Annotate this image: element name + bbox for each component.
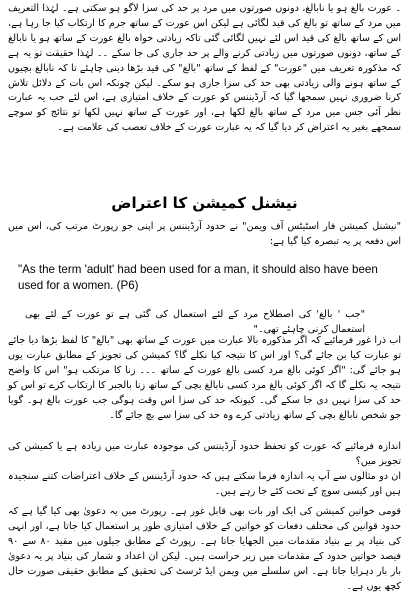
- paragraph-text: اندازہ فرمائیے کہ عورت کو تحفظ حدود آرڈیننس کی موجودہ عبارت میں زیادہ ہے یا کمیشن کی تجویز میں؟: [8, 441, 401, 467]
- paragraph-text: ۔ عورت بالغ ہو یا نابالغ، دونوں صورتوں میں مرد پر حد کی سزا لاگو ہو سکتی ہے۔ لہٰذا التعریف میں مرد کے ساتھ تو بالغ کی قید لگائی ہے لیکن اس عورت کے ساتھ جرم کا ارتکاب کیا جا رہا ہے، اس کے ساتھ بالغ کی قید اس لئے نہیں لگائی گئی تاکہ زیادتی خواہ بالغ عورت کے ساتھ ہو یا نابالغ کے ساتھ، دونوں صورتوں میں زیادتی کرنے والے پر حد جاری کی جا سکے ۔۔ لہٰذا حقیقت تو یہ ہے کہ مذکورہ تعریف میں "عورت" کے لفظ کے ساتھ "بالغ" کی قید بڑھا دینی چاہئے تا کہ نابالغ بچیوں کے ساتھ ہونے والی زیادتی بھی حد کی سزا جاری ہو سکے۔ لیکن چونکہ اس بات کے دلائل تلاش کرنا ضروری نہیں سمجھا گیا کہ آرڈیننس کو عورت کے خلاف امتیازی ہے، اس لئے جب یہ عبارت نظر آئی جس میں مرد کے ساتھ بالغ لکھا ہے، اور عورت کے ساتھ نہیں لکھا تو نتائج کو سوچے سمجھے بغیر یہ اعتراض کر دیا گیا کہ یہ عبارت عورت کے خلاف تعصب کی علامت ہے۔: [8, 3, 401, 134]
- paragraph-examples-conclusion: [8, 470, 401, 500]
- paragraph-text: "جب ' بالغ' کی اصطلاح مرد کے لئے استعمال کی گئی ہے تو عورت کے لئے بھی استعمال کرنی چاہئے تھی۔": [25, 308, 365, 335]
- paragraph-commission-intro: [8, 220, 401, 250]
- paragraph-text: "نیشنل کمیشن فار اسٹیٹس آف ویمن" نے حدود آرڈیننس پر اپنی جو رپورٹ مرتب کی، اس میں اس دفعہ پر یہ تبصرہ کیا گیا ہے:: [8, 221, 401, 247]
- english-quote: "As the term 'adult' had been used for a man, it should also have been used for a women. (P6): [18, 263, 378, 292]
- paragraph-text: ان دو مثالوں سے آپ یہ اندازہ فرما سکتے ہیں کہ حدود آرڈیننس کے خلاف اعتراضات کتنے سنجیدہ ہیں اور کیسی سوچ کے تحت کئے جا رہے ہیں۔: [8, 471, 401, 497]
- urdu-quote-translation: [25, 298, 365, 335]
- paragraph-definition-analysis: [8, 2, 401, 192]
- paragraph-text: قومی خواتین کمیشن کی ایک اور بات بھی قابل غور ہے۔ رپورٹ میں یہ دعویٰ بھی کیا گیا ہے کہ حدود قوانین کی مختلف دفعات کو خواتین کے خلاف امتیازی طور پر استعمال کیا جاتا ہے، اور انہی کی بنیاد پر بے بنیاد مقدمات میں الجھایا جاتا ہے۔ رپورٹ کے مطابق جیلوں میں مقید ۸۰ سے ۹۰ فیصد خواتین حدود کے مقدمات میں زیر حراست ہیں۔ لیکن ان اعداد و شمار کی بنیاد پر یہ دعویٰ بار بار دہرایا جاتا ہے۔ اس سلسلے میں ویمن ایڈ ٹرسٹ کی تحقیق کے مطابق حقیقی صورت حال کچھ یوں ہے۔: [8, 506, 402, 592]
- section-heading: نیشنل کمیشن کا اعتراض: [111, 194, 298, 212]
- paragraph-text: اب ذرا غور فرمائیے کہ اگر مذکورہ بالا عبارت میں عورت کے ساتھ بھی "بالغ" کا لفظ بڑھا دیا جائے تو عبارت کیا بن جائے گی؟ اور اس کا نتیجہ کیا نکلے گا؟ کمیشن کی تجویز کے مطابق عبارت یوں ہو جائے گی: "اگر کوئی بالغ مرد کسی بالغ عورت کے ساتھ ۔۔۔ زنا کا مرتکب ہو" اس کا واضح نتیجہ یہ نکلے گا کہ اگر کوئی بالغ مرد کسی نابالغ بچی کے ساتھ زنا بالجبر کا ارتکاب کرے تو اس کو حد کی سزا نہیں دی جا سکے گی۔ کیونکہ حد کی سزا اس وقت ہوگی جب عورت بالغ ہو۔ گویا جو شخص نابالغ بچی کے ساتھ زیادتی کرے وہ حد کی سزا سے بچ جائے گا۔: [8, 335, 401, 421]
- paragraph-proposal-analysis: [8, 334, 401, 438]
- paragraph-protection-question: [8, 440, 401, 470]
- paragraph-commission-claim: [8, 505, 401, 610]
